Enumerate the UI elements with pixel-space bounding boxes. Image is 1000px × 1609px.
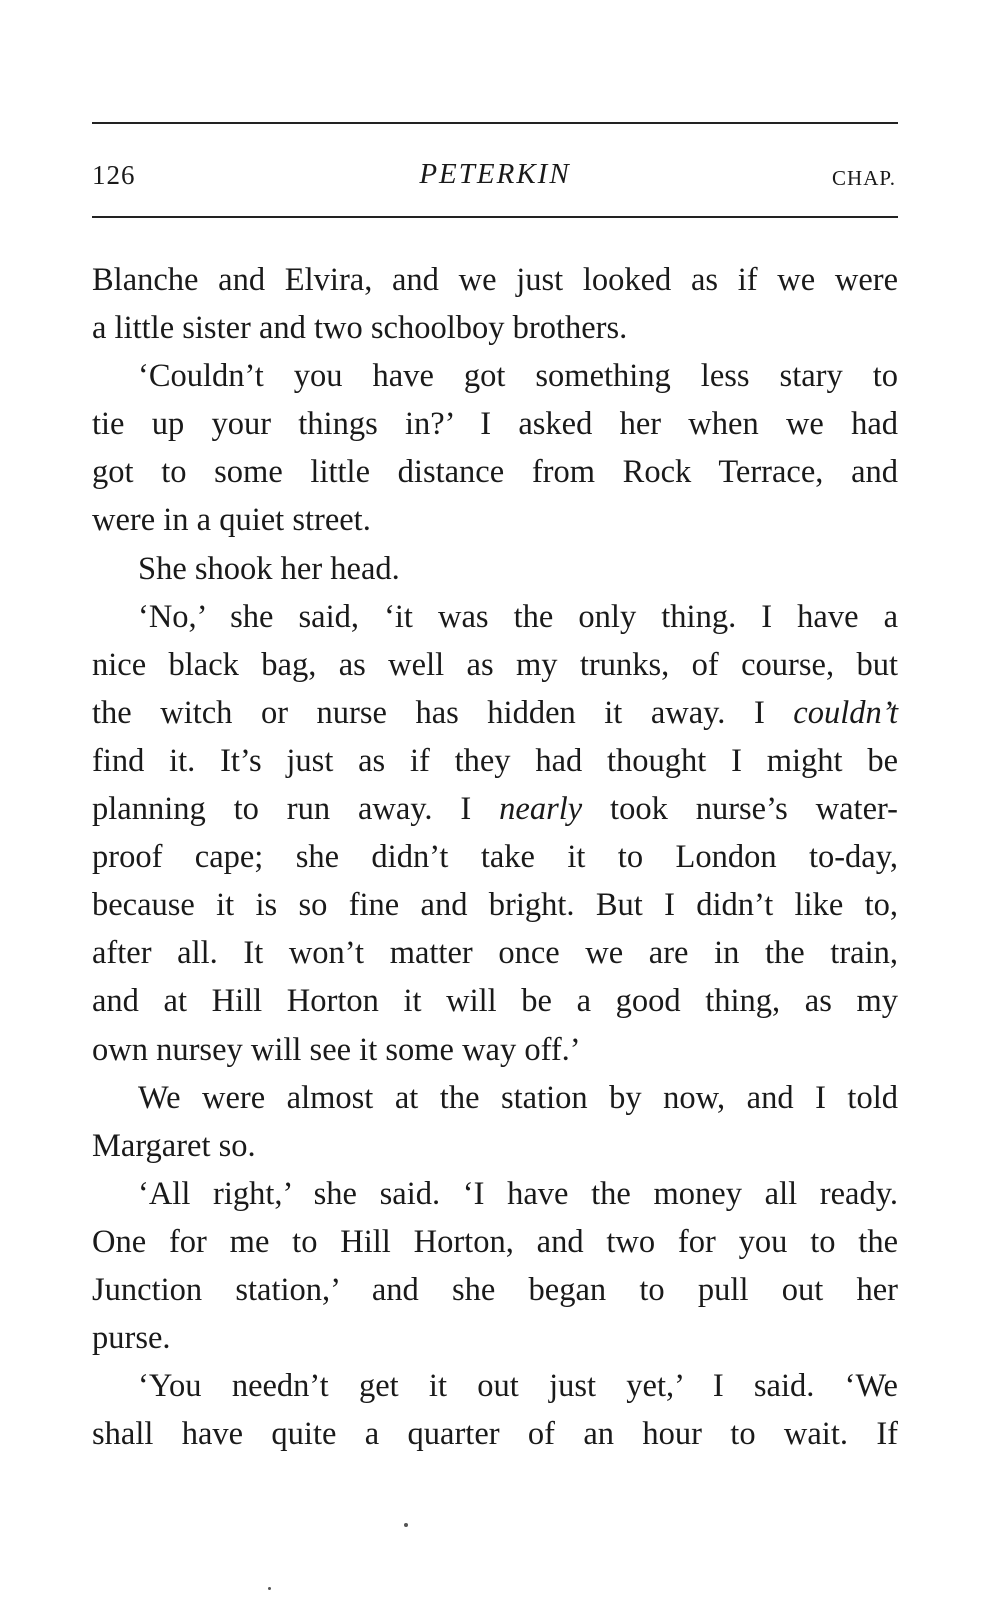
text-line xyxy=(92,1122,898,1170)
text-line xyxy=(92,977,898,1025)
text-line xyxy=(92,1026,898,1074)
text-line-content: nice black bag, as well as my trunks, of course, but xyxy=(92,646,898,683)
text-line xyxy=(92,1314,898,1362)
text-line-content: because it is so fine and bright. But I didn’t like to, xyxy=(92,887,898,924)
text-line-content: ‘Couldn’t you have got something less stary to xyxy=(138,358,898,395)
text-line-content: tie up your things in?’ I asked her when we had xyxy=(92,406,898,443)
book-page xyxy=(92,0,898,1609)
text-line-content: the witch or nurse has hidden it away. I xyxy=(92,694,794,731)
text-line-content: Margaret so. xyxy=(92,1127,256,1164)
page-speck xyxy=(268,1587,271,1590)
header-top-rule xyxy=(92,122,898,124)
text-line xyxy=(92,1218,898,1266)
text-line xyxy=(92,1362,898,1410)
text-line xyxy=(92,1074,898,1122)
text-line-content: She shook her head. xyxy=(138,550,400,587)
text-line xyxy=(92,1410,898,1458)
text-line-content: after all. It won’t matter once we are in the train, xyxy=(92,935,898,972)
text-line xyxy=(92,304,898,352)
text-line-content: proof cape; she didn’t take it to London to-day, xyxy=(92,839,898,876)
text-line-content: got to some little distance from Rock Terrace, and xyxy=(92,454,898,491)
text-line-content: shall have quite a quarter of an hour to wait. If xyxy=(92,1416,898,1453)
text-line-content: Junction station,’ and she began to pull out her xyxy=(92,1271,898,1308)
text-line-content: ‘All right,’ she said. ‘I have the money all ready. xyxy=(138,1175,898,1212)
text-line-content: were in a quiet street. xyxy=(92,502,371,539)
text-line-content: own nursey will see it some way off.’ xyxy=(92,1031,581,1068)
text-line xyxy=(92,641,898,689)
body-text xyxy=(92,256,898,1458)
text-line xyxy=(92,1266,898,1314)
text-line xyxy=(92,352,898,400)
page-speck xyxy=(404,1523,408,1527)
text-line xyxy=(92,400,898,448)
text-line xyxy=(92,545,898,593)
text-line xyxy=(92,448,898,496)
text-line xyxy=(92,593,898,641)
text-line xyxy=(92,833,898,881)
text-line xyxy=(92,785,898,833)
text-line-content: ‘You needn’t get it out just yet,’ I said. ‘We xyxy=(138,1368,898,1405)
page-number: 126 xyxy=(92,160,136,190)
text-line xyxy=(92,689,898,737)
text-line-content: planning to run away. I xyxy=(92,791,500,828)
text-line xyxy=(92,881,898,929)
emphasized-word: nearly xyxy=(499,791,583,828)
text-line xyxy=(92,737,898,785)
emphasized-word: couldn’t xyxy=(793,694,898,731)
running-header xyxy=(92,154,898,194)
text-line-content: find it. It’s just as if they had thought I might be xyxy=(92,742,898,779)
running-title: PETERKIN xyxy=(419,158,571,190)
chapter-label: CHAP. xyxy=(832,166,896,190)
text-line-content: Blanche and Elvira, and we just looked as if we were xyxy=(92,262,898,298)
text-line-content: purse. xyxy=(92,1320,171,1357)
text-line xyxy=(92,929,898,977)
text-line xyxy=(92,496,898,544)
text-line-content: a little sister and two schoolboy brothers. xyxy=(92,310,628,347)
header-bottom-rule xyxy=(92,216,898,218)
text-line-content: We were almost at the station by now, and I told xyxy=(138,1079,898,1116)
text-line-content: and at Hill Horton it will be a good thing, as my xyxy=(92,983,898,1020)
text-line xyxy=(92,1170,898,1218)
text-line xyxy=(92,256,898,304)
text-line-continuation: took nurse’s water- xyxy=(582,791,898,828)
text-line-content: One for me to Hill Horton, and two for you to the xyxy=(92,1223,898,1260)
text-line-content: ‘No,’ she said, ‘it was the only thing. I have a xyxy=(138,598,898,635)
